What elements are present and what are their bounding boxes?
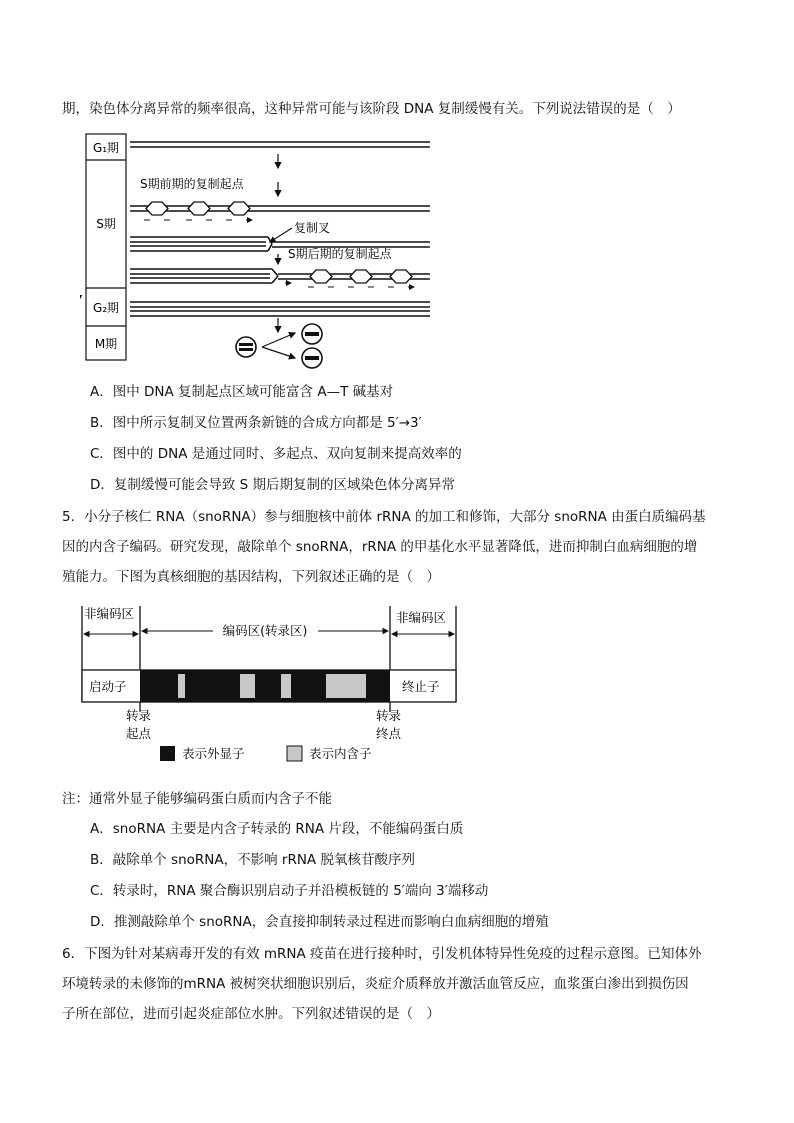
tx-end-label-1: 转录 (376, 708, 402, 723)
tx-start-label-2: 起点 (126, 726, 152, 741)
phase-g1-label: G₁期 (92, 141, 120, 155)
q4-stem: 期，染色体分离异常的频率很高，这种异常可能与该阶段 DNA 复制缓慢有关。下列说法错误的是（ ） (62, 101, 681, 117)
q5-option-d: D．推测敲除单个 snoRNA，会直接抑制转录过程进而影响白血病细胞的增殖 (90, 914, 549, 930)
late-origin-label: S期后期的复制起点 (288, 247, 392, 261)
legend-intron-swatch (287, 746, 302, 761)
promoter-label: 启动子 (89, 679, 127, 694)
q6-stem-line-1: 6．下图为针对某病毒开发的有效 mRNA 疫苗在进行接种时，引发机体特异性免疫的过程示意图。已知体外 (62, 946, 702, 962)
q5-note: 注：通常外显子能够编码蛋白质而内含子不能 (62, 791, 332, 807)
mitosis-cells (236, 324, 322, 368)
noncoding-left-label: 非编码区 (84, 606, 135, 621)
gene-structure-figure (78, 602, 468, 772)
q5-option-c: C．转录时，RNA 聚合酶识别启动子并沿模板链的 5′端向 3′端移动 (90, 883, 489, 899)
intron-2 (240, 674, 255, 698)
tx-start-label-1: 转录 (126, 708, 152, 723)
terminator-label: 终止子 (402, 679, 440, 694)
dna-replication-figure (80, 130, 440, 370)
tx-end-label-2: 终点 (376, 726, 402, 741)
dna-early-s (130, 202, 430, 220)
intron-3 (281, 674, 291, 698)
dna-late-s (130, 269, 430, 287)
noncoding-right-label: 非编码区 (396, 610, 447, 625)
legend-intron-label: 表示内含子 (309, 746, 372, 761)
coding-region-label: 编码区(转录区) (222, 623, 308, 638)
q4-option-c: C．图中的 DNA 是通过同时、多起点、双向复制来提高效率的 (90, 446, 462, 462)
q4-option-a: A．图中 DNA 复制起点区域可能富含 A—T 碱基对 (90, 384, 394, 400)
fork-label: 复制叉 (294, 221, 331, 235)
q5-option-a: A．snoRNA 主要是内含子转录的 RNA 片段，不能编码蛋白质 (90, 821, 464, 837)
intron-4 (326, 674, 366, 698)
q4-option-d: D．复制缓慢可能会导致 S 期后期复制的区域染色体分离异常 (90, 477, 456, 493)
q5-stem-line-2: 因的内含子编码。研究发现，敲除单个 snoRNA，rRNA 的甲基化水平显著降低，进而抑制白血病细胞的增 (62, 539, 698, 555)
phase-s-label: S期 (96, 217, 116, 231)
q6-stem-line-3: 子所在部位，进而引起炎症部位水肿。下列叙述错误的是（ ） (62, 1006, 440, 1022)
legend-exon-label: 表示外显子 (182, 746, 245, 761)
dna-g2 (130, 302, 430, 316)
q5-stem-line-1: 5．小分子核仁 RNA（snoRNA）参与细胞核中前体 rRNA 的加工和修饰，大部分 snoRNA 由蛋白质编码基 (62, 509, 706, 525)
phase-g2-label: G₂期 (92, 301, 120, 315)
early-origin-label: S期前期的复制起点 (140, 177, 244, 191)
phase-m-label: M期 (94, 337, 118, 351)
q5-option-b: B．敲除单个 snoRNA，不影响 rRNA 脱氧核苷酸序列 (90, 852, 415, 868)
dna-g1 (130, 142, 430, 147)
q4-option-b: B．图中所示复制叉位置两条新链的合成方向都是 5′→3′ (90, 415, 422, 431)
legend-exon-swatch (160, 746, 175, 761)
intron-1 (178, 674, 185, 698)
q5-stem-line-3: 殖能力。下图为真核细胞的基因结构，下列叙述正确的是（ ） (62, 569, 440, 585)
q6-stem-line-2: 环境转录的未修饰的mRNA 被树突状细胞识别后，炎症介质释放并激活血管反应，血浆蛋白渗出到损伤因 (62, 976, 689, 992)
